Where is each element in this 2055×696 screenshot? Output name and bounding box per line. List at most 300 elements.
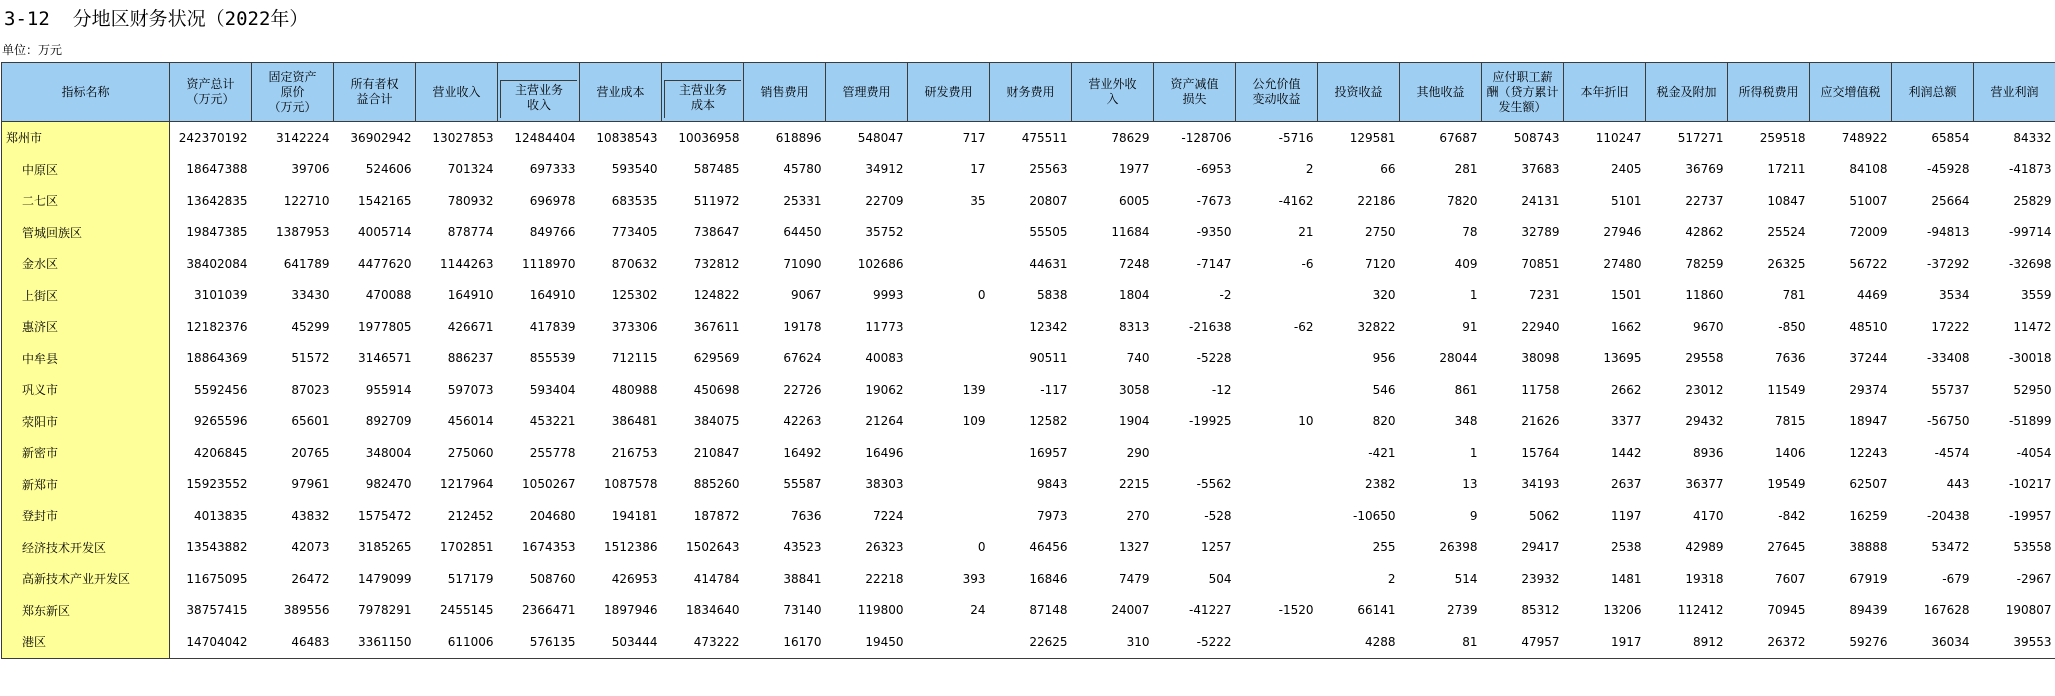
table-cell: 9265596 bbox=[194, 414, 248, 429]
table-cell: 20807 bbox=[1029, 193, 1068, 208]
table-cell: 26398 bbox=[1439, 540, 1478, 555]
table-cell: 9067 bbox=[790, 288, 822, 303]
table-cell: 15923552 bbox=[186, 477, 248, 492]
table-cell: -45928 bbox=[1926, 162, 1970, 177]
table-cell: -33408 bbox=[1926, 351, 1970, 366]
table-cell: 593404 bbox=[529, 382, 576, 397]
table-cell: 16957 bbox=[1029, 445, 1068, 460]
page-title: 3-12 分地区财务状况（2022年） bbox=[4, 8, 309, 30]
table-cell: 4206845 bbox=[194, 445, 248, 460]
table-cell: 1917 bbox=[1564, 626, 1646, 658]
table-cell: 1662 bbox=[1610, 319, 1642, 334]
table-cell: 17222 bbox=[1931, 319, 1970, 334]
table-cell: -21638 bbox=[1188, 319, 1232, 334]
table-cell: 870632 bbox=[611, 256, 658, 271]
table-cell: 1217964 bbox=[440, 477, 494, 492]
finance-table bbox=[1, 62, 2055, 659]
table-cell: 110247 bbox=[1595, 130, 1642, 145]
table-cell: 23932 bbox=[1521, 571, 1560, 586]
column-header: 资产减值 损失 bbox=[1154, 63, 1236, 122]
table-cell: 26472 bbox=[291, 571, 330, 586]
table-cell: 7248 bbox=[1118, 256, 1150, 271]
table-cell: 1977 bbox=[1118, 162, 1150, 177]
table-cell: 8912 bbox=[1646, 626, 1728, 658]
table-cell: 89439 bbox=[1849, 603, 1888, 618]
table-cell: 2538 bbox=[1610, 540, 1642, 555]
table-cell: 1442 bbox=[1610, 445, 1642, 460]
region-name: 港区 bbox=[2, 626, 170, 658]
table-cell bbox=[1236, 437, 1318, 469]
table-cell: 119800 bbox=[857, 603, 904, 618]
table-cell: 26372 bbox=[1728, 626, 1810, 658]
table-cell: 71090 bbox=[783, 256, 822, 271]
table-cell: 593540 bbox=[611, 162, 658, 177]
table-cell: -117 bbox=[1040, 382, 1068, 397]
table-cell: 38303 bbox=[865, 477, 904, 492]
table-cell bbox=[908, 469, 990, 501]
table-cell bbox=[1236, 626, 1318, 658]
table-cell: 39553 bbox=[1974, 626, 2055, 658]
table-cell: 1257 bbox=[1200, 540, 1232, 555]
table-cell: 38841 bbox=[783, 571, 822, 586]
table-cell: 885260 bbox=[693, 477, 740, 492]
table-cell: -4054 bbox=[2016, 445, 2052, 460]
table-cell: 4469 bbox=[1856, 288, 1888, 303]
table-cell: -421 bbox=[1368, 445, 1396, 460]
table-row bbox=[2, 469, 2055, 501]
table-cell: 15764 bbox=[1521, 445, 1560, 460]
region-name: 郑州市 bbox=[2, 122, 170, 154]
table-cell: -5228 bbox=[1196, 351, 1232, 366]
table-cell: 641789 bbox=[283, 256, 330, 271]
table-cell: 64450 bbox=[783, 225, 822, 240]
table-cell: 27946 bbox=[1603, 225, 1642, 240]
table-cell: -5562 bbox=[1196, 477, 1232, 492]
table-cell: 10 bbox=[1298, 414, 1314, 429]
table-cell: -5716 bbox=[1278, 130, 1314, 145]
region-name: 经济技术开发区 bbox=[2, 532, 170, 564]
region-name: 新密市 bbox=[2, 437, 170, 469]
table-cell: 511972 bbox=[693, 193, 740, 208]
table-cell: 10838543 bbox=[596, 130, 658, 145]
table-cell: 2 bbox=[1305, 162, 1314, 177]
table-cell: 11675095 bbox=[186, 571, 248, 586]
table-cell: 16492 bbox=[783, 445, 822, 460]
table-cell: -128706 bbox=[1181, 130, 1232, 145]
table-cell: 878774 bbox=[447, 225, 494, 240]
table-cell: 3534 bbox=[1938, 288, 1970, 303]
table-cell: 417839 bbox=[529, 319, 576, 334]
table-cell: 22218 bbox=[865, 571, 904, 586]
table-cell: -10650 bbox=[1352, 508, 1396, 523]
table-cell: 0 bbox=[977, 540, 986, 555]
column-header bbox=[498, 63, 580, 122]
table-cell: -6 bbox=[1301, 256, 1314, 271]
table-cell: 855539 bbox=[529, 351, 576, 366]
table-cell: 12243 bbox=[1849, 445, 1888, 460]
table-cell: 1327 bbox=[1118, 540, 1150, 555]
table-cell bbox=[1236, 563, 1318, 595]
table-cell: 17211 bbox=[1767, 162, 1806, 177]
table-cell: 892709 bbox=[365, 414, 412, 429]
table-cell: 1144263 bbox=[440, 256, 494, 271]
table-cell: 56722 bbox=[1849, 256, 1888, 271]
column-header: 应交增值税 bbox=[1810, 63, 1892, 122]
table-cell: 22737 bbox=[1685, 193, 1724, 208]
region-name: 金水区 bbox=[2, 248, 170, 280]
table-cell: 4477620 bbox=[358, 256, 412, 271]
table-cell: -1520 bbox=[1278, 603, 1314, 618]
table-cell: 2739 bbox=[1446, 603, 1478, 618]
table-cell: 37683 bbox=[1521, 162, 1560, 177]
table-cell: 14704042 bbox=[170, 626, 252, 658]
table-cell: 19847385 bbox=[186, 225, 248, 240]
table-cell: 38098 bbox=[1521, 351, 1560, 366]
table-cell bbox=[1236, 532, 1318, 564]
table-cell: 42989 bbox=[1685, 540, 1724, 555]
table-cell: 73140 bbox=[783, 603, 822, 618]
table-cell bbox=[908, 248, 990, 280]
table-cell: 25331 bbox=[783, 193, 822, 208]
table-cell: 7815 bbox=[1774, 414, 1806, 429]
column-header: 资产总计 （万元） bbox=[170, 63, 252, 122]
table-cell bbox=[908, 311, 990, 343]
table-cell: 27645 bbox=[1767, 540, 1806, 555]
table-cell: 1542165 bbox=[358, 193, 412, 208]
region-name: 上街区 bbox=[2, 280, 170, 312]
table-cell: 281 bbox=[1454, 162, 1478, 177]
column-header: 所得税费用 bbox=[1728, 63, 1810, 122]
table-cell: 12582 bbox=[1029, 414, 1068, 429]
table-cell: 22625 bbox=[990, 626, 1072, 658]
table-cell: 87148 bbox=[1029, 603, 1068, 618]
table-cell: 861 bbox=[1454, 382, 1478, 397]
table-cell: 548047 bbox=[857, 130, 904, 145]
table-cell: 164910 bbox=[447, 288, 494, 303]
table-cell: 90511 bbox=[1029, 351, 1068, 366]
table-cell: 85312 bbox=[1521, 603, 1560, 618]
table-cell: 55737 bbox=[1931, 382, 1970, 397]
table-cell: -679 bbox=[1942, 571, 1970, 586]
table-cell bbox=[908, 626, 990, 658]
table-cell: 373306 bbox=[611, 319, 658, 334]
table-cell: 514 bbox=[1454, 571, 1478, 586]
table-cell: 712115 bbox=[611, 351, 658, 366]
table-cell: 508743 bbox=[1513, 130, 1560, 145]
table-cell: -94813 bbox=[1926, 225, 1970, 240]
table-cell: 18647388 bbox=[186, 162, 248, 177]
column-header: 税金及附加 bbox=[1646, 63, 1728, 122]
table-cell: 91 bbox=[1462, 319, 1478, 334]
table-cell: 9843 bbox=[1036, 477, 1068, 492]
table-cell: 629569 bbox=[693, 351, 740, 366]
table-cell: 717 bbox=[962, 130, 986, 145]
table-cell: 7120 bbox=[1364, 256, 1396, 271]
table-cell: 53558 bbox=[2013, 540, 2052, 555]
table-cell: 956 bbox=[1372, 351, 1396, 366]
table-cell: 21626 bbox=[1521, 414, 1560, 429]
table-cell: 16170 bbox=[744, 626, 826, 658]
table-cell: 290 bbox=[1126, 445, 1150, 460]
table-cell: 4005714 bbox=[358, 225, 412, 240]
table-cell: 187872 bbox=[693, 508, 740, 523]
table-cell: 59276 bbox=[1810, 626, 1892, 658]
table-cell: -850 bbox=[1778, 319, 1806, 334]
table-cell: 3361150 bbox=[334, 626, 416, 658]
table-cell: -9350 bbox=[1196, 225, 1232, 240]
region-name: 登封市 bbox=[2, 500, 170, 532]
table-cell: -41873 bbox=[2008, 162, 2052, 177]
table-cell: 2455145 bbox=[440, 603, 494, 618]
table-cell: 18947 bbox=[1849, 414, 1888, 429]
table-cell: 51007 bbox=[1849, 193, 1888, 208]
table-cell: 2 bbox=[1387, 571, 1396, 586]
table-cell: -4162 bbox=[1278, 193, 1314, 208]
table-cell: -20438 bbox=[1926, 508, 1970, 523]
table-cell: 13642835 bbox=[186, 193, 248, 208]
table-cell: 7224 bbox=[872, 508, 904, 523]
table-cell: 55505 bbox=[1029, 225, 1068, 240]
table-cell: 129581 bbox=[1349, 130, 1396, 145]
table-cell: 29558 bbox=[1685, 351, 1724, 366]
table-cell: 701324 bbox=[447, 162, 494, 177]
table-cell: 3142224 bbox=[276, 130, 330, 145]
table-cell bbox=[1236, 280, 1318, 312]
table-cell: 1804 bbox=[1118, 288, 1150, 303]
table-cell: 194181 bbox=[611, 508, 658, 523]
table-cell bbox=[1236, 374, 1318, 406]
table-cell: 1 bbox=[1469, 288, 1478, 303]
table-cell: 1897946 bbox=[604, 603, 658, 618]
table-cell: 72009 bbox=[1849, 225, 1888, 240]
table-cell: 25524 bbox=[1767, 225, 1806, 240]
table-cell: 39706 bbox=[291, 162, 330, 177]
table-cell: 84332 bbox=[2013, 130, 2052, 145]
table-cell: 1502643 bbox=[686, 540, 740, 555]
table-cell: 35752 bbox=[865, 225, 904, 240]
table-cell: 32789 bbox=[1521, 225, 1560, 240]
table-cell: 320 bbox=[1372, 288, 1396, 303]
table-row bbox=[2, 437, 2055, 469]
table-cell: 25829 bbox=[2013, 193, 2052, 208]
region-name: 巩义市 bbox=[2, 374, 170, 406]
table-cell: 3058 bbox=[1118, 382, 1150, 397]
column-header-label: 主营业务 成本 bbox=[664, 80, 741, 118]
table-cell: 109 bbox=[962, 414, 986, 429]
table-cell: 2405 bbox=[1610, 162, 1642, 177]
table-cell: 32822 bbox=[1357, 319, 1396, 334]
table-cell: 216753 bbox=[611, 445, 658, 460]
region-name: 中牟县 bbox=[2, 343, 170, 375]
table-cell: 773405 bbox=[611, 225, 658, 240]
table-cell: 4013835 bbox=[194, 508, 248, 523]
table-cell: 11472 bbox=[2013, 319, 2052, 334]
table-cell: 34912 bbox=[865, 162, 904, 177]
table-cell: 19062 bbox=[865, 382, 904, 397]
table-cell: 384075 bbox=[693, 414, 740, 429]
table-cell: 10847 bbox=[1767, 193, 1806, 208]
table-cell: 1481 bbox=[1610, 571, 1642, 586]
table-cell: 27480 bbox=[1603, 256, 1642, 271]
table-cell: 139 bbox=[962, 382, 986, 397]
column-header: 指标名称 bbox=[2, 63, 170, 122]
table-cell: 2750 bbox=[1364, 225, 1396, 240]
table-cell bbox=[908, 343, 990, 375]
table-cell: 426953 bbox=[611, 571, 658, 586]
table-cell: 66 bbox=[1380, 162, 1396, 177]
table-cell: 24007 bbox=[1111, 603, 1150, 618]
table-cell: 34193 bbox=[1521, 477, 1560, 492]
table-cell: 426671 bbox=[447, 319, 494, 334]
table-cell: 503444 bbox=[580, 626, 662, 658]
table-row bbox=[2, 343, 2055, 375]
table-cell: 409 bbox=[1454, 256, 1478, 271]
table-cell: 37244 bbox=[1849, 351, 1888, 366]
table-body bbox=[2, 122, 2055, 659]
table-cell bbox=[1236, 343, 1318, 375]
table-cell: 475511 bbox=[1021, 130, 1068, 145]
table-cell: 393 bbox=[962, 571, 986, 586]
table-cell: 102686 bbox=[857, 256, 904, 271]
table-cell: 886237 bbox=[447, 351, 494, 366]
table-cell: 5062 bbox=[1528, 508, 1560, 523]
table-cell: 587485 bbox=[693, 162, 740, 177]
table-cell: 3101039 bbox=[194, 288, 248, 303]
table-cell: 12484404 bbox=[514, 130, 576, 145]
table-cell: 13695 bbox=[1603, 351, 1642, 366]
table-cell: 210847 bbox=[693, 445, 740, 460]
table-cell: 42862 bbox=[1685, 225, 1724, 240]
table-cell: 125302 bbox=[611, 288, 658, 303]
table-cell: 19549 bbox=[1767, 477, 1806, 492]
column-header: 投资收益 bbox=[1318, 63, 1400, 122]
table-cell: 22940 bbox=[1521, 319, 1560, 334]
column-header: 应付职工薪 酬（贷方累计 发生额） bbox=[1482, 63, 1564, 122]
table-cell: 36034 bbox=[1892, 626, 1974, 658]
table-row bbox=[2, 154, 2055, 186]
table-cell: 38402084 bbox=[186, 256, 248, 271]
region-name: 郑东新区 bbox=[2, 595, 170, 627]
table-cell: 517271 bbox=[1677, 130, 1724, 145]
table-cell: 748922 bbox=[1841, 130, 1888, 145]
table-cell: 44631 bbox=[1029, 256, 1068, 271]
table-cell: 28044 bbox=[1439, 351, 1478, 366]
table-cell: 1087578 bbox=[604, 477, 658, 492]
table-row bbox=[2, 122, 2055, 154]
table-cell: 29417 bbox=[1521, 540, 1560, 555]
table-cell: 24131 bbox=[1521, 193, 1560, 208]
table-cell: 16846 bbox=[1029, 571, 1068, 586]
table-cell: 62507 bbox=[1849, 477, 1888, 492]
table-cell: 16496 bbox=[865, 445, 904, 460]
table-cell: -19925 bbox=[1188, 414, 1232, 429]
table-cell: 78 bbox=[1462, 225, 1478, 240]
table-cell: 25664 bbox=[1931, 193, 1970, 208]
table-cell: 9670 bbox=[1692, 319, 1724, 334]
table-cell: 3559 bbox=[2020, 288, 2052, 303]
table-cell: 38888 bbox=[1849, 540, 1888, 555]
column-header: 财务费用 bbox=[990, 63, 1072, 122]
table-cell: 982470 bbox=[365, 477, 412, 492]
table-cell: 25563 bbox=[1029, 162, 1068, 177]
region-name: 惠济区 bbox=[2, 311, 170, 343]
table-cell: -7673 bbox=[1196, 193, 1232, 208]
table-cell: 10036958 bbox=[678, 130, 740, 145]
table-cell: 696978 bbox=[529, 193, 576, 208]
table-cell: 48510 bbox=[1849, 319, 1888, 334]
table-cell: 576135 bbox=[498, 626, 580, 658]
table-cell: 66141 bbox=[1357, 603, 1396, 618]
table-cell: 53472 bbox=[1931, 540, 1970, 555]
table-cell: 5101 bbox=[1610, 193, 1642, 208]
table-cell: 190807 bbox=[2005, 603, 2052, 618]
table-cell: -10217 bbox=[2008, 477, 2052, 492]
table-cell: 12182376 bbox=[186, 319, 248, 334]
table-cell: 40083 bbox=[865, 351, 904, 366]
table-cell: 443 bbox=[1946, 477, 1970, 492]
table-cell: 47957 bbox=[1482, 626, 1564, 658]
table-cell: 24 bbox=[970, 603, 986, 618]
table-cell: 453221 bbox=[529, 414, 576, 429]
table-cell: 167628 bbox=[1923, 603, 1970, 618]
table-cell: 46483 bbox=[252, 626, 334, 658]
table-cell: 348004 bbox=[365, 445, 412, 460]
table-cell: 1977805 bbox=[358, 319, 412, 334]
region-name: 中原区 bbox=[2, 154, 170, 186]
table-cell: 67919 bbox=[1849, 571, 1888, 586]
table-cell: -32698 bbox=[2008, 256, 2052, 271]
table-cell: 13 bbox=[1462, 477, 1478, 492]
table-cell: 480988 bbox=[611, 382, 658, 397]
table-cell: 310 bbox=[1072, 626, 1154, 658]
table-cell: 275060 bbox=[447, 445, 494, 460]
table-row bbox=[2, 248, 2055, 280]
table-row bbox=[2, 532, 2055, 564]
table-cell: 781 bbox=[1782, 288, 1806, 303]
table-cell: 13543882 bbox=[186, 540, 248, 555]
table-cell: 84108 bbox=[1849, 162, 1888, 177]
table-cell: 124822 bbox=[693, 288, 740, 303]
table-cell: 7607 bbox=[1774, 571, 1806, 586]
table-cell: -528 bbox=[1204, 508, 1232, 523]
table-cell: 23012 bbox=[1685, 382, 1724, 397]
table-cell: 21264 bbox=[865, 414, 904, 429]
table-cell: 43832 bbox=[291, 508, 330, 523]
table-cell: -30018 bbox=[2008, 351, 2052, 366]
table-cell: 7820 bbox=[1446, 193, 1478, 208]
table-cell: 78259 bbox=[1685, 256, 1724, 271]
table-cell: 738647 bbox=[693, 225, 740, 240]
table-cell: 740 bbox=[1126, 351, 1150, 366]
table-cell: 65854 bbox=[1931, 130, 1970, 145]
table-cell: 5838 bbox=[1036, 288, 1068, 303]
table-cell: 348 bbox=[1454, 414, 1478, 429]
table-cell: 12342 bbox=[1029, 319, 1068, 334]
table-cell: 1 bbox=[1469, 445, 1478, 460]
table-cell bbox=[1236, 469, 1318, 501]
table-cell: 42263 bbox=[783, 414, 822, 429]
table-cell: -51899 bbox=[2008, 414, 2052, 429]
column-header: 固定资产 原价 （万元） bbox=[252, 63, 334, 122]
table-cell: 19318 bbox=[1685, 571, 1724, 586]
table-cell: 81 bbox=[1400, 626, 1482, 658]
table-cell: 45299 bbox=[291, 319, 330, 334]
table-cell: 26325 bbox=[1767, 256, 1806, 271]
table-cell: 20765 bbox=[291, 445, 330, 460]
column-header: 营业收入 bbox=[416, 63, 498, 122]
table-row bbox=[2, 217, 2055, 249]
table-cell: 9 bbox=[1469, 508, 1478, 523]
